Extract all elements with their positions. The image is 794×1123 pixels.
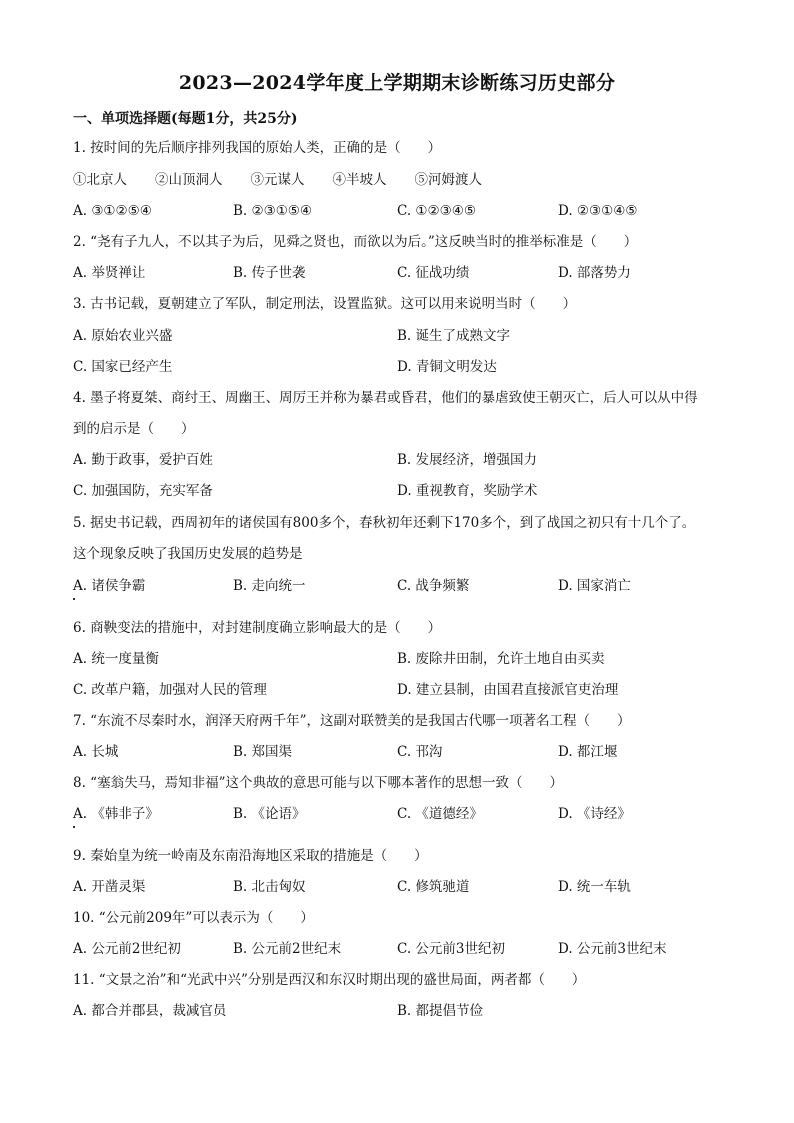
- q7-option-d[interactable]: D. 都江堰: [558, 744, 618, 760]
- q9-option-c[interactable]: C. 修筑驰道: [397, 879, 470, 895]
- question-6-stem: 6. 商鞅变法的措施中，对封建制度确立影响最大的是（ ）: [73, 620, 442, 636]
- q2-option-d[interactable]: D. 部落势力: [558, 265, 631, 281]
- question-7-stem: 7. “东流不尽秦时水，润泽天府两千年”，这副对联赞美的是我国古代哪一项著名工程（ ）: [73, 713, 631, 729]
- q11-option-b[interactable]: B. 都提倡节俭: [397, 1003, 484, 1019]
- question-7-options: [73, 741, 733, 763]
- q1-item-4: ④半坡人: [332, 172, 387, 188]
- section-heading: 一、单项选择题(每题1分，共25分): [73, 111, 298, 127]
- question-2-options: [73, 262, 733, 284]
- q2-option-a[interactable]: A. 举贤禅让: [73, 265, 146, 281]
- question-6-options-row1: [73, 648, 733, 670]
- question-9-options: [73, 876, 733, 898]
- question-4-options-row2: [73, 480, 733, 502]
- question-5-stem-continued: 这个现象反映了我国历史发展的趋势是: [73, 546, 303, 562]
- question-6-options-row2: [73, 679, 733, 701]
- q1-option-b[interactable]: B. ②③①⑤④: [233, 203, 313, 219]
- question-1-stem: 1. 按时间的先后顺序排列我国的原始人类，正确的是（ ）: [73, 140, 442, 156]
- q6-option-a[interactable]: A. 统一度量衡: [73, 651, 159, 667]
- question-11-options: [73, 1000, 733, 1022]
- q7-option-b[interactable]: B. 郑国渠: [233, 744, 293, 760]
- q8-option-b[interactable]: B. 《论语》: [233, 806, 306, 822]
- q3-option-b[interactable]: B. 诞生了成熟文字: [397, 328, 511, 344]
- question-9-stem: 9. 秦始皇为统一岭南及东南沿海地区采取的措施是（ ）: [73, 848, 428, 864]
- q3-option-d[interactable]: D. 青铜文明发达: [397, 359, 497, 375]
- question-5-options: [73, 575, 733, 597]
- question-4-options-row1: [73, 449, 733, 471]
- q8-option-d[interactable]: D. 《诗经》: [558, 806, 631, 822]
- q6-option-c[interactable]: C. 改革户籍，加强对人民的管理: [73, 682, 267, 698]
- q5-option-a[interactable]: A. 诸侯争霸: [73, 578, 146, 594]
- scan-mark: [73, 826, 75, 828]
- q10-option-b[interactable]: B. 公元前2世纪末: [233, 941, 342, 957]
- q3-option-a[interactable]: A. 原始农业兴盛: [73, 328, 173, 344]
- question-10-stem: 10. “公元前209年”可以表示为（ ）: [73, 910, 314, 926]
- q9-option-a[interactable]: A. 开凿灵渠: [73, 879, 146, 895]
- question-1-items: [73, 169, 733, 191]
- q10-option-a[interactable]: A. 公元前2世纪初: [73, 941, 181, 957]
- q6-option-b[interactable]: B. 废除井田制，允许土地自由买卖: [397, 651, 605, 667]
- question-3-options-row2: [73, 356, 733, 378]
- q1-item-1: ①北京人: [73, 172, 127, 188]
- question-8-stem: 8. “塞翁失马，焉知非福”这个典故的意思可能与以下哪本著作的思想一致（ ）: [73, 775, 563, 791]
- q1-item-3: ③元谋人: [250, 172, 305, 188]
- q9-option-d[interactable]: D. 统一车轨: [558, 879, 631, 895]
- q4-option-c[interactable]: C. 加强国防，充实军备: [73, 483, 213, 499]
- question-3-options-row1: [73, 325, 733, 347]
- question-2-stem: 2. “尧有子九人，不以其子为后，见舜之贤也，而欲以为后。”这反映当时的推举标准是（ ）: [73, 234, 638, 250]
- q7-option-a[interactable]: A. 长城: [73, 744, 119, 760]
- q10-option-c[interactable]: C. 公元前3世纪初: [397, 941, 506, 957]
- q5-option-b[interactable]: B. 走向统一: [233, 578, 306, 594]
- q2-option-c[interactable]: C. 征战功绩: [397, 265, 470, 281]
- question-3-stem: 3. 古书记载，夏朝建立了军队，制定刑法，设置监狱。这可以用来说明当时（ ）: [73, 296, 577, 312]
- q5-option-c[interactable]: C. 战争频繁: [397, 578, 470, 594]
- question-10-options: [73, 938, 733, 960]
- q4-option-a[interactable]: A. 勤于政事，爱护百姓: [73, 452, 213, 468]
- q9-option-b[interactable]: B. 北击匈奴: [233, 879, 306, 895]
- q3-option-c[interactable]: C. 国家已经产生: [73, 359, 173, 375]
- q2-option-b[interactable]: B. 传子世袭: [233, 265, 306, 281]
- q6-option-d[interactable]: D. 建立县制，由国君直接派官吏治理: [397, 682, 619, 698]
- question-8-options: [73, 803, 733, 825]
- question-4-stem-continued: 到的启示是（ ）: [73, 421, 195, 437]
- q5-option-d[interactable]: D. 国家消亡: [558, 578, 631, 594]
- q1-option-d[interactable]: D. ②③①④⑤: [558, 203, 638, 219]
- q4-option-b[interactable]: B. 发展经济，增强国力: [397, 452, 538, 468]
- question-11-stem: 11. “文景之治”和“光武中兴”分别是西汉和东汉时期出现的盛世局面，两者都（ ）: [73, 972, 586, 988]
- q1-item-5: ⑤河姆渡人: [414, 172, 482, 188]
- q1-option-a[interactable]: A. ③①②⑤④: [73, 203, 152, 219]
- question-5-stem: 5. 据史书记载，西周初年的诸侯国有800多个，春秋初年还剩下170多个，到了战国之初只有十几个了。: [73, 515, 696, 531]
- scan-mark: [73, 598, 75, 600]
- q11-option-a[interactable]: A. 都合并郡县，裁减官员: [73, 1003, 227, 1019]
- q1-item-2: ②山顶洞人: [155, 172, 223, 188]
- question-1-options: [73, 200, 733, 222]
- q10-option-d[interactable]: D. 公元前3世纪末: [558, 941, 667, 957]
- q1-option-c[interactable]: C. ①②③④⑤: [397, 203, 476, 219]
- q8-option-c[interactable]: C. 《道德经》: [397, 806, 483, 822]
- q7-option-c[interactable]: C. 邗沟: [397, 744, 443, 760]
- q4-option-d[interactable]: D. 重视教育，奖励学术: [397, 483, 538, 499]
- question-4-stem: 4. 墨子将夏桀、商纣王、周幽王、周厉王并称为暴君或昏君，他们的暴虐致使王朝灭亡，后人可以从中得: [73, 390, 698, 406]
- q8-option-a[interactable]: A. 《韩非子》: [73, 806, 159, 822]
- exam-title: 2023—2024学年度上学期期末诊断练习历史部分: [178, 72, 616, 94]
